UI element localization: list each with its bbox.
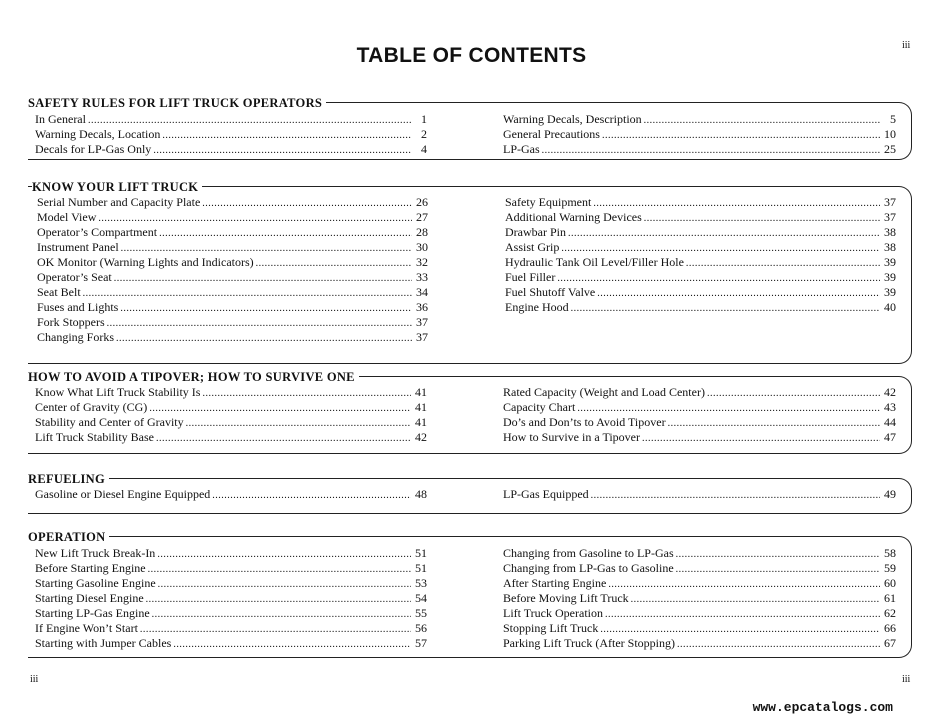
toc-entry[interactable] bbox=[503, 576, 896, 591]
toc-entry[interactable] bbox=[503, 127, 896, 142]
toc-entry-page-number: 59 bbox=[884, 561, 896, 575]
toc-right-column bbox=[503, 546, 896, 651]
dot-leader bbox=[148, 562, 411, 577]
toc-entry-title: Gasoline or Diesel Engine Equipped bbox=[35, 487, 211, 501]
toc-entry-title: OK Monitor (Warning Lights and Indicators) bbox=[37, 255, 254, 269]
dot-leader bbox=[202, 386, 411, 401]
toc-entry-page-number: 38 bbox=[884, 240, 896, 254]
toc-entry-page-number: 5 bbox=[890, 112, 896, 126]
toc-entry[interactable] bbox=[37, 300, 428, 315]
toc-entry[interactable] bbox=[505, 210, 896, 225]
page-title: TABLE OF CONTENTS bbox=[356, 44, 587, 67]
dot-leader bbox=[159, 226, 412, 241]
dot-leader bbox=[212, 488, 411, 503]
toc-entry-page-number: 4 bbox=[421, 142, 427, 156]
dot-leader bbox=[149, 401, 411, 416]
toc-entry[interactable] bbox=[503, 636, 896, 651]
toc-entry[interactable] bbox=[503, 400, 896, 415]
dot-leader bbox=[608, 577, 880, 592]
toc-entry[interactable] bbox=[35, 415, 427, 430]
dot-leader bbox=[121, 241, 412, 256]
toc-entry-title: Starting Gasoline Engine bbox=[35, 576, 156, 590]
toc-entry-page-number: 41 bbox=[415, 400, 427, 414]
dot-leader bbox=[600, 622, 880, 637]
toc-right-column bbox=[503, 385, 896, 445]
toc-entry-page-number: 47 bbox=[884, 430, 896, 444]
toc-entry-page-number: 53 bbox=[415, 576, 427, 590]
toc-entry-page-number: 49 bbox=[884, 487, 896, 501]
toc-entry-title: Additional Warning Devices bbox=[505, 210, 642, 224]
toc-entry[interactable] bbox=[503, 142, 896, 157]
toc-entry-title: In General bbox=[35, 112, 86, 126]
toc-entry-title: Operator’s Seat bbox=[37, 270, 112, 284]
section-heading: HOW TO AVOID A TIPOVER; HOW TO SURVIVE ONE bbox=[28, 370, 359, 384]
toc-entry-page-number: 33 bbox=[416, 270, 428, 284]
toc-entry[interactable] bbox=[35, 576, 427, 591]
toc-entry[interactable] bbox=[37, 315, 428, 330]
dot-leader bbox=[642, 431, 880, 446]
toc-entry-title: After Starting Engine bbox=[503, 576, 607, 590]
toc-left-column bbox=[35, 385, 427, 445]
toc-entry[interactable] bbox=[503, 415, 896, 430]
toc-entry[interactable] bbox=[37, 270, 428, 285]
toc-entry-title: Instrument Panel bbox=[37, 240, 119, 254]
dot-leader bbox=[114, 271, 412, 286]
toc-section-operation bbox=[28, 530, 912, 658]
toc-entry[interactable] bbox=[503, 606, 896, 621]
dot-leader bbox=[116, 331, 412, 346]
toc-entry-page-number: 55 bbox=[415, 606, 427, 620]
toc-entry[interactable] bbox=[503, 591, 896, 606]
toc-entry[interactable] bbox=[503, 487, 896, 502]
dot-leader bbox=[88, 113, 411, 128]
toc-entry-title: Fuel Filler bbox=[505, 270, 556, 284]
dot-leader bbox=[202, 196, 412, 211]
toc-entry-page-number: 42 bbox=[884, 385, 896, 399]
toc-entry[interactable] bbox=[35, 430, 427, 445]
toc-entry[interactable] bbox=[35, 400, 427, 415]
dot-leader bbox=[577, 401, 880, 416]
dot-leader bbox=[686, 256, 880, 271]
toc-entry-title: Rated Capacity (Weight and Load Center) bbox=[503, 385, 705, 399]
toc-entry-page-number: 51 bbox=[415, 546, 427, 560]
toc-entry[interactable] bbox=[37, 255, 428, 270]
toc-entry-title: Safety Equipment bbox=[505, 195, 592, 209]
dot-leader bbox=[542, 143, 880, 158]
toc-entry-title: LP-Gas bbox=[503, 142, 540, 156]
dot-leader bbox=[173, 637, 411, 652]
toc-left-column bbox=[35, 112, 427, 157]
toc-entry-title: Fuel Shutoff Valve bbox=[505, 285, 596, 299]
toc-left-column bbox=[35, 546, 427, 651]
dot-leader bbox=[561, 241, 880, 256]
toc-entry-page-number: 34 bbox=[416, 285, 428, 299]
toc-entry-title: Know What Lift Truck Stability Is bbox=[35, 385, 201, 399]
toc-entry-page-number: 39 bbox=[884, 285, 896, 299]
toc-left-column bbox=[35, 487, 427, 502]
dot-leader bbox=[676, 562, 880, 577]
toc-entry-title: Center of Gravity (CG) bbox=[35, 400, 148, 414]
toc-entry[interactable] bbox=[503, 546, 896, 561]
section-heading: REFUELING bbox=[28, 472, 109, 486]
toc-entry-page-number: 54 bbox=[415, 591, 427, 605]
toc-entry-page-number: 37 bbox=[416, 315, 428, 329]
dot-leader bbox=[568, 226, 880, 241]
dot-leader bbox=[644, 211, 880, 226]
toc-entry[interactable] bbox=[35, 487, 427, 502]
toc-entry-title: Capacity Chart bbox=[503, 400, 576, 414]
toc-entry-title: If Engine Won’t Start bbox=[35, 621, 138, 635]
toc-right-column bbox=[505, 195, 896, 315]
toc-entry-page-number: 37 bbox=[884, 210, 896, 224]
page-number-bottom-left: iii bbox=[30, 674, 39, 685]
dot-leader bbox=[107, 316, 412, 331]
toc-entry-page-number: 39 bbox=[884, 270, 896, 284]
toc-entry-page-number: 41 bbox=[415, 415, 427, 429]
toc-entry-page-number: 27 bbox=[416, 210, 428, 224]
toc-entry-title: Starting Diesel Engine bbox=[35, 591, 144, 605]
toc-entry[interactable] bbox=[37, 240, 428, 255]
toc-entry-title: New Lift Truck Break-In bbox=[35, 546, 156, 560]
dot-leader bbox=[256, 256, 412, 271]
toc-entry-page-number: 25 bbox=[884, 142, 896, 156]
dot-leader bbox=[644, 113, 880, 128]
toc-entry-page-number: 36 bbox=[416, 300, 428, 314]
dot-leader bbox=[631, 592, 880, 607]
toc-right-column bbox=[503, 112, 896, 157]
dot-leader bbox=[158, 577, 411, 592]
toc-entry-title: Changing from Gasoline to LP-Gas bbox=[503, 546, 674, 560]
toc-entry-title: Decals for LP-Gas Only bbox=[35, 142, 152, 156]
toc-entry[interactable] bbox=[505, 300, 896, 315]
toc-entry-page-number: 10 bbox=[884, 127, 896, 141]
watermark: www.epcatalogs.com bbox=[752, 700, 893, 715]
dot-leader bbox=[676, 547, 880, 562]
toc-section-know-your-lift-truck bbox=[28, 180, 912, 364]
toc-entry-page-number: 61 bbox=[884, 591, 896, 605]
section-heading: KNOW YOUR LIFT TRUCK bbox=[32, 180, 202, 194]
dot-leader bbox=[707, 386, 880, 401]
dot-leader bbox=[157, 547, 411, 562]
toc-entry-title: Seat Belt bbox=[37, 285, 81, 299]
toc-entry-title: Drawbar Pin bbox=[505, 225, 566, 239]
toc-entry[interactable] bbox=[37, 210, 428, 225]
toc-entry-title: Assist Grip bbox=[505, 240, 560, 254]
toc-entry[interactable] bbox=[505, 195, 896, 210]
toc-entry-title: Changing from LP-Gas to Gasoline bbox=[503, 561, 674, 575]
toc-entry[interactable] bbox=[35, 385, 427, 400]
toc-entry-page-number: 32 bbox=[416, 255, 428, 269]
toc-entry-page-number: 38 bbox=[884, 225, 896, 239]
toc-entry-page-number: 48 bbox=[415, 487, 427, 501]
toc-entry-title: Fuses and Lights bbox=[37, 300, 119, 314]
toc-entry-page-number: 56 bbox=[415, 621, 427, 635]
toc-entry-page-number: 42 bbox=[415, 430, 427, 444]
dot-leader bbox=[156, 431, 411, 446]
dot-leader bbox=[597, 286, 880, 301]
dot-leader bbox=[152, 607, 411, 622]
dot-leader bbox=[140, 622, 411, 637]
toc-entry-title: Starting with Jumper Cables bbox=[35, 636, 172, 650]
toc-entry-title: Changing Forks bbox=[37, 330, 115, 344]
toc-right-column bbox=[503, 487, 896, 502]
toc-entry[interactable] bbox=[35, 561, 427, 576]
toc-entry[interactable] bbox=[35, 636, 427, 651]
toc-entry[interactable] bbox=[35, 142, 427, 157]
toc-entry[interactable] bbox=[503, 385, 896, 400]
dot-leader bbox=[98, 211, 412, 226]
toc-entry[interactable] bbox=[503, 112, 896, 127]
toc-entry[interactable] bbox=[37, 195, 428, 210]
toc-entry-title: Fork Stoppers bbox=[37, 315, 105, 329]
toc-entry[interactable] bbox=[37, 225, 428, 240]
toc-entry[interactable] bbox=[503, 430, 896, 445]
toc-entry[interactable] bbox=[505, 255, 896, 270]
toc-entry[interactable] bbox=[505, 225, 896, 240]
toc-entry[interactable] bbox=[35, 546, 427, 561]
toc-entry-page-number: 62 bbox=[884, 606, 896, 620]
toc-entry-title: Before Moving Lift Truck bbox=[503, 591, 629, 605]
toc-entry-title: Stopping Lift Truck bbox=[503, 621, 599, 635]
dot-leader bbox=[146, 592, 411, 607]
dot-leader bbox=[668, 416, 880, 431]
toc-entry-title: Serial Number and Capacity Plate bbox=[37, 195, 201, 209]
dot-leader bbox=[186, 416, 411, 431]
toc-entry-title: Stability and Center of Gravity bbox=[35, 415, 184, 429]
toc-entry-title: Warning Decals, Location bbox=[35, 127, 161, 141]
toc-section-tipover bbox=[28, 370, 912, 454]
dot-leader bbox=[557, 271, 880, 286]
toc-entry[interactable] bbox=[37, 330, 428, 345]
toc-section-refueling bbox=[28, 472, 912, 514]
toc-entry-title: Lift Truck Operation bbox=[503, 606, 603, 620]
dot-leader bbox=[571, 301, 880, 316]
toc-entry-page-number: 40 bbox=[884, 300, 896, 314]
toc-entry-title: Operator’s Compartment bbox=[37, 225, 158, 239]
page-number-top: iii bbox=[902, 40, 911, 51]
toc-entry-title: Hydraulic Tank Oil Level/Filler Hole bbox=[505, 255, 684, 269]
toc-entry-page-number: 1 bbox=[421, 112, 427, 126]
toc-entry-page-number: 28 bbox=[416, 225, 428, 239]
toc-entry[interactable] bbox=[505, 285, 896, 300]
toc-entry-page-number: 2 bbox=[421, 127, 427, 141]
toc-entry-page-number: 57 bbox=[415, 636, 427, 650]
toc-entry-title: Starting LP-Gas Engine bbox=[35, 606, 150, 620]
dot-leader bbox=[602, 128, 880, 143]
toc-entry[interactable] bbox=[505, 270, 896, 285]
dot-leader bbox=[591, 488, 880, 503]
toc-entry[interactable] bbox=[37, 285, 428, 300]
dot-leader bbox=[120, 301, 412, 316]
toc-entry-title: General Precautions bbox=[503, 127, 600, 141]
dot-leader bbox=[677, 637, 880, 652]
toc-section-safety-rules bbox=[28, 96, 912, 160]
toc-entry-title: Before Starting Engine bbox=[35, 561, 146, 575]
toc-entry-title: Parking Lift Truck (After Stopping) bbox=[503, 636, 675, 650]
toc-entry-page-number: 43 bbox=[884, 400, 896, 414]
toc-entry-title: Engine Hood bbox=[505, 300, 569, 314]
toc-entry-page-number: 37 bbox=[884, 195, 896, 209]
toc-entry-title: How to Survive in a Tipover bbox=[503, 430, 641, 444]
toc-entry-page-number: 58 bbox=[884, 546, 896, 560]
toc-entry-page-number: 37 bbox=[416, 330, 428, 344]
toc-entry-title: Do’s and Don’ts to Avoid Tipover bbox=[503, 415, 666, 429]
toc-entry-page-number: 51 bbox=[415, 561, 427, 575]
toc-entry[interactable] bbox=[35, 127, 427, 142]
section-heading: SAFETY RULES FOR LIFT TRUCK OPERATORS bbox=[28, 96, 326, 110]
section-heading: OPERATION bbox=[28, 530, 109, 544]
toc-entry[interactable] bbox=[503, 621, 896, 636]
toc-entry-title: Warning Decals, Description bbox=[503, 112, 642, 126]
toc-left-column bbox=[37, 195, 428, 345]
toc-entry-page-number: 41 bbox=[415, 385, 427, 399]
toc-entry[interactable] bbox=[35, 112, 427, 127]
toc-entry-title: LP-Gas Equipped bbox=[503, 487, 589, 501]
toc-entry-page-number: 67 bbox=[884, 636, 896, 650]
dot-leader bbox=[593, 196, 880, 211]
toc-entry[interactable] bbox=[505, 240, 896, 255]
toc-entry[interactable] bbox=[35, 621, 427, 636]
dot-leader bbox=[83, 286, 412, 301]
dot-leader bbox=[605, 607, 880, 622]
page-number-bottom-right: iii bbox=[902, 674, 911, 685]
toc-entry[interactable] bbox=[35, 591, 427, 606]
dot-leader bbox=[153, 143, 411, 158]
toc-entry-page-number: 44 bbox=[884, 415, 896, 429]
toc-entry[interactable] bbox=[503, 561, 896, 576]
dot-leader bbox=[162, 128, 411, 143]
toc-entry-page-number: 30 bbox=[416, 240, 428, 254]
toc-entry-page-number: 39 bbox=[884, 255, 896, 269]
toc-entry-title: Lift Truck Stability Base bbox=[35, 430, 155, 444]
toc-entry[interactable] bbox=[35, 606, 427, 621]
toc-entry-page-number: 26 bbox=[416, 195, 428, 209]
toc-entry-title: Model View bbox=[37, 210, 97, 224]
toc-entry-page-number: 66 bbox=[884, 621, 896, 635]
toc-entry-page-number: 60 bbox=[884, 576, 896, 590]
